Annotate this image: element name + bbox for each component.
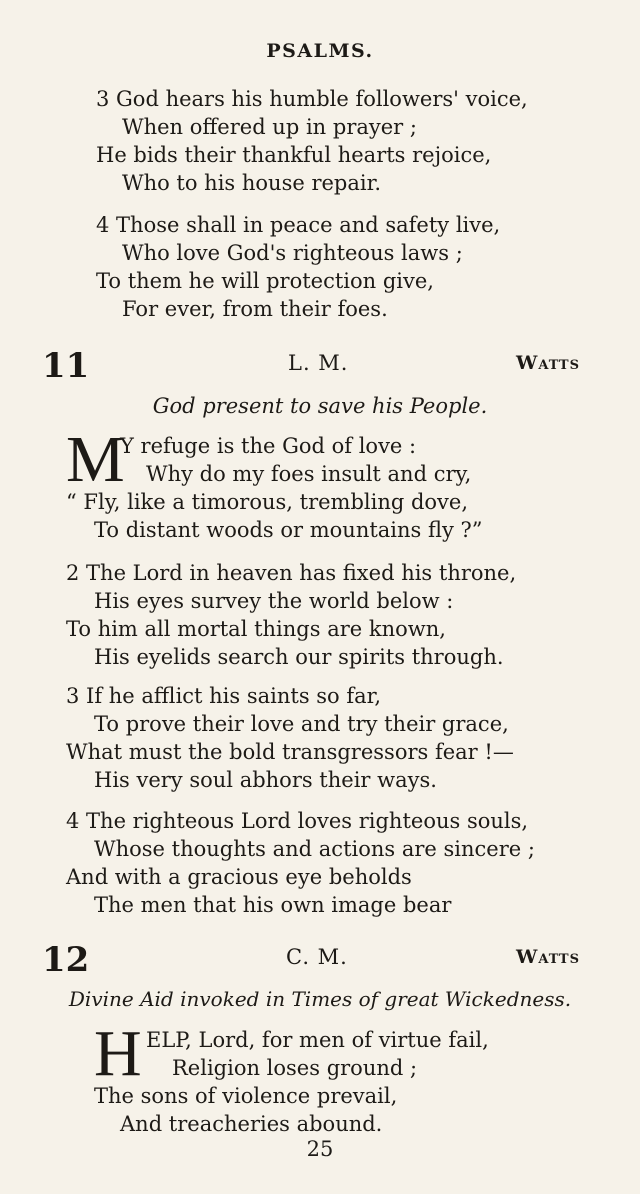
drop-capital: H <box>94 1017 142 1090</box>
verse-line: 3 If he afflict his saints so far, <box>66 684 382 708</box>
verse-line: Who love God's righteous laws ; <box>122 241 463 265</box>
verse-line: “ Fly, like a timorous, trembling dove, <box>66 490 469 514</box>
verse-line: For ever, from their foes. <box>122 297 388 321</box>
verse-line: To prove their love and try their grace, <box>94 712 509 736</box>
hymn-number: 11 <box>42 346 90 386</box>
verse-line: His eyelids search our spirits through. <box>94 645 504 669</box>
hymn-meter: L. M. <box>288 351 349 375</box>
verse-line: Why do my foes insult and cry, <box>146 462 472 486</box>
verse-line: 3 God hears his humble followers' voice, <box>96 87 528 111</box>
hymn-subtitle: Divine Aid invoked in Times of great Wickedness. <box>68 987 572 1011</box>
verse-line: 2 The Lord in heaven has fixed his throne, <box>66 561 517 585</box>
hymn-number: 12 <box>42 940 90 980</box>
verse-line: When offered up in prayer ; <box>122 115 417 139</box>
verse-line: 4 Those shall in peace and safety live, <box>96 213 501 237</box>
verse-line: To him all mortal things are known, <box>66 617 446 641</box>
verse-line: His eyes survey the world below : <box>94 589 454 613</box>
hymn-meter: C. M. <box>286 945 348 969</box>
verse-line: Whose thoughts and actions are sincere ; <box>94 837 535 861</box>
verse-line: His very soul abhors their ways. <box>94 768 437 792</box>
verse-line: To distant woods or mountains fly ?” <box>94 518 483 542</box>
hymn-author: Watts <box>516 946 580 968</box>
verse-line: ELP, Lord, for men of virtue fail, <box>146 1028 489 1052</box>
verse-line: The men that his own image bear <box>94 893 452 917</box>
page-number: 25 <box>306 1137 334 1161</box>
hymn-subtitle: God present to save his People. <box>152 394 488 418</box>
verse-line: The sons of violence prevail, <box>94 1084 398 1108</box>
verse-line: And treacheries abound. <box>120 1112 383 1136</box>
verse-line: To them he will protection give, <box>96 269 434 293</box>
verse-line: 4 The righteous Lord loves righteous souls, <box>66 809 529 833</box>
verse-line: Religion loses ground ; <box>172 1056 418 1080</box>
verse-line: What must the bold transgressors fear !— <box>66 740 514 764</box>
verse-line: Who to his house repair. <box>122 171 382 195</box>
verse-line: And with a gracious eye beholds <box>66 865 412 889</box>
page-header: PSALMS. <box>266 40 374 62</box>
hymn-author: Watts <box>516 352 580 374</box>
verse-line: Y refuge is the God of love : <box>120 434 417 458</box>
drop-capital: M <box>66 423 125 496</box>
verse-line: He bids their thankful hearts rejoice, <box>96 143 492 167</box>
